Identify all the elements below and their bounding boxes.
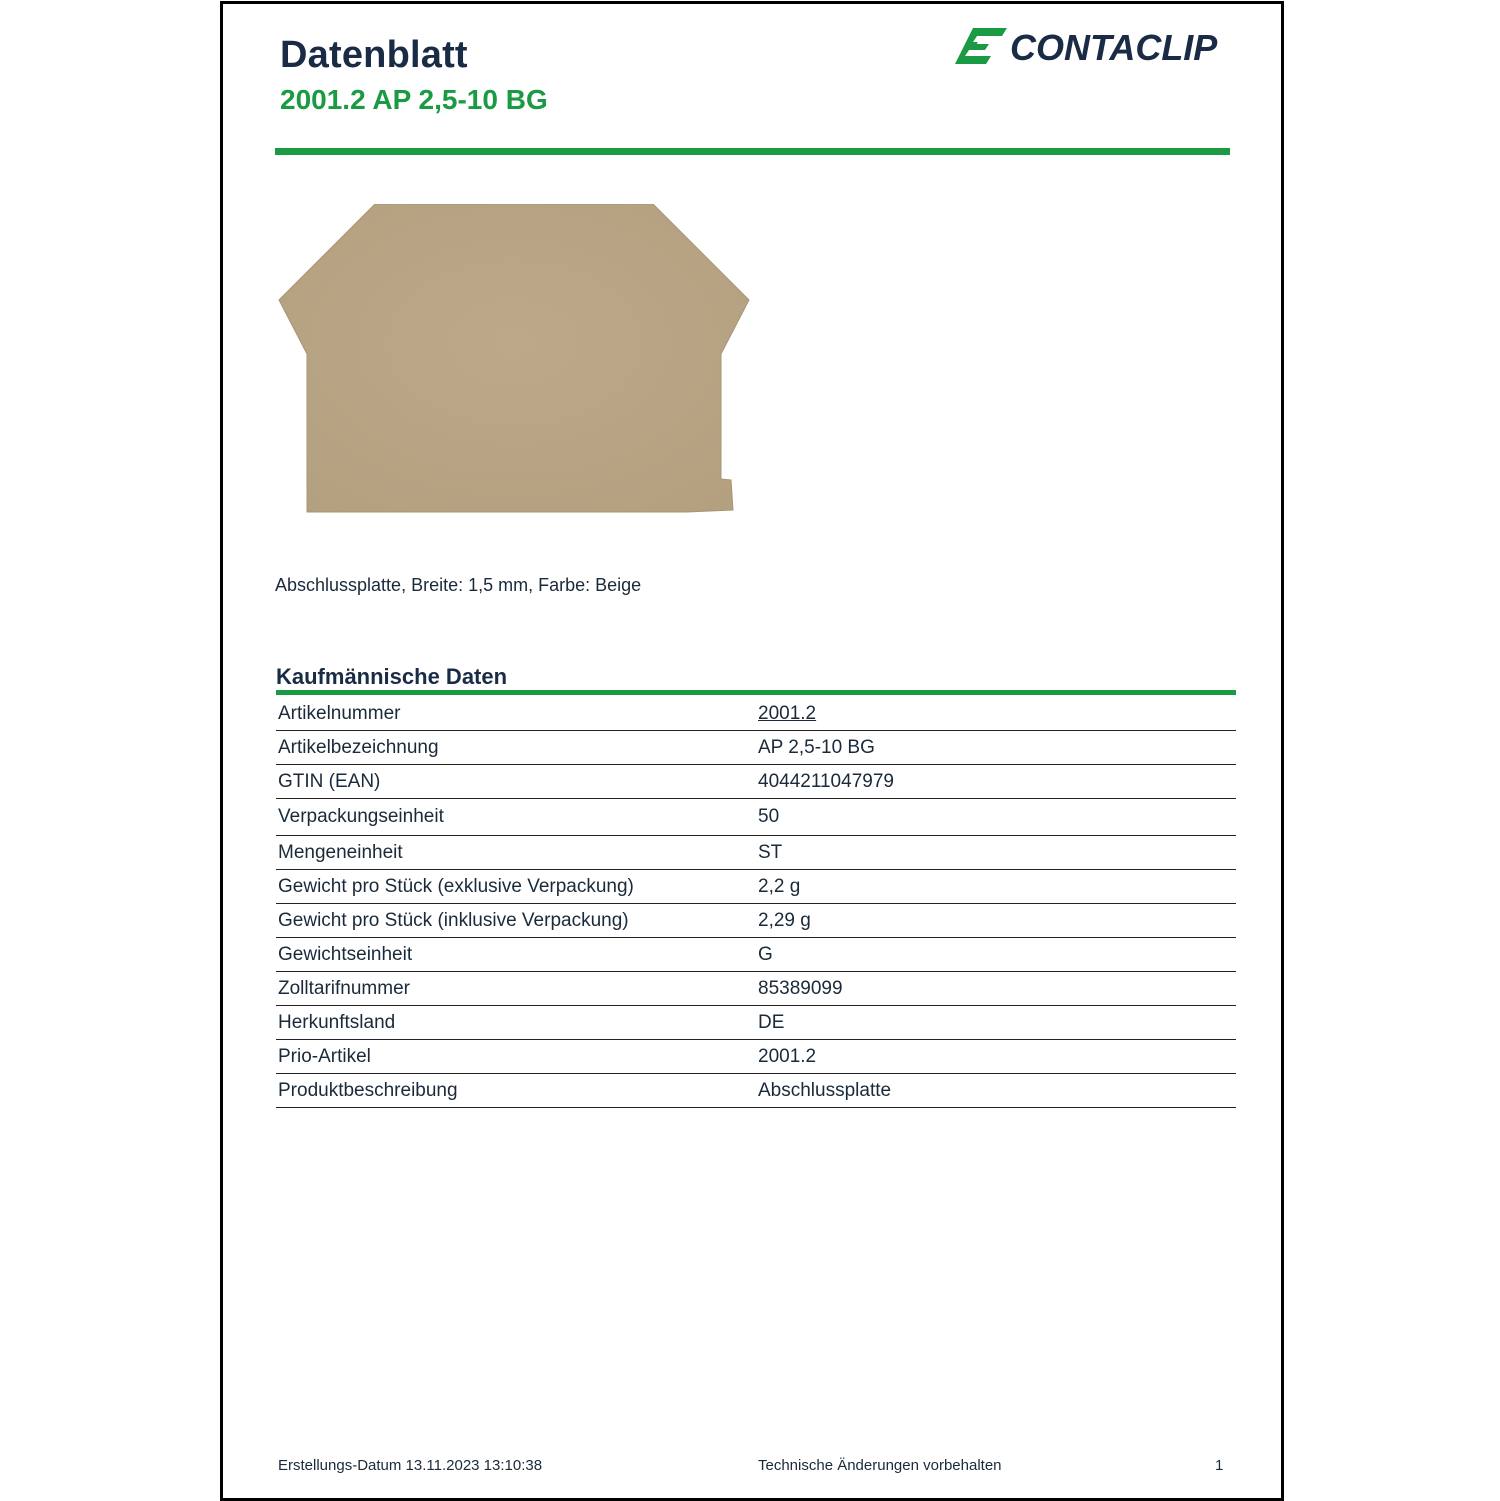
row-value: 2,2 g: [756, 870, 1236, 904]
row-label: Produktbeschreibung: [276, 1074, 756, 1108]
row-value: Abschlussplatte: [756, 1074, 1236, 1108]
row-label: Prio-Artikel: [276, 1040, 756, 1074]
row-value: 85389099: [756, 972, 1236, 1006]
datasheet-page: [220, 1, 1284, 1501]
header-divider: [275, 148, 1230, 155]
section-divider: [276, 690, 1236, 695]
row-value: 4044211047979: [756, 765, 1236, 799]
table-row: [276, 1074, 1236, 1108]
footer-notice: Technische Änderungen vorbehalten: [758, 1457, 1002, 1474]
row-value: ST: [756, 836, 1236, 870]
table-row: [276, 1006, 1236, 1040]
table-row: [276, 938, 1236, 972]
article-number-link[interactable]: 2001.2: [758, 702, 817, 724]
row-label: Gewicht pro Stück (inklusive Verpackung): [276, 904, 756, 938]
table-row: [276, 904, 1236, 938]
table-row: [276, 972, 1236, 1006]
row-value: 2001.2: [756, 1040, 1236, 1074]
end-plate-image: [277, 204, 752, 516]
row-label: Herkunftsland: [276, 1006, 756, 1040]
table-row: [276, 836, 1236, 870]
page-title: Datenblatt: [280, 34, 468, 76]
row-label: Artikelbezeichnung: [276, 731, 756, 765]
contaclip-logo-text: CONTACLIP: [1010, 27, 1218, 68]
product-subtitle: 2001.2 AP 2,5-10 BG: [280, 84, 548, 115]
table-row: [276, 1040, 1236, 1074]
table-row: [276, 765, 1236, 799]
section-title: Kaufmännische Daten: [276, 664, 508, 689]
row-label: Zolltarifnummer: [276, 972, 756, 1006]
contaclip-logo: [955, 22, 1235, 70]
commercial-data-table: [276, 697, 1236, 1108]
row-value: G: [756, 938, 1236, 972]
row-value: AP 2,5-10 BG: [756, 731, 1236, 765]
row-label: Verpackungseinheit: [276, 799, 756, 836]
contaclip-logo-icon: [955, 28, 1007, 64]
row-label: Gewicht pro Stück (exklusive Verpackung): [276, 870, 756, 904]
row-label: Mengeneinheit: [276, 836, 756, 870]
product-description: Abschlussplatte, Breite: 1,5 mm, Farbe: Beige: [275, 575, 642, 595]
row-value: 2,29 g: [756, 904, 1236, 938]
table-row: [276, 731, 1236, 765]
table-row: [276, 697, 1236, 731]
row-label: Artikelnummer: [276, 697, 756, 731]
footer-created-date: Erstellungs-Datum 13.11.2023 13:10:38: [278, 1457, 543, 1474]
row-label: GTIN (EAN): [276, 765, 756, 799]
row-value: 50: [756, 799, 1236, 836]
page-number: 1: [1215, 1457, 1224, 1474]
table-row: [276, 870, 1236, 904]
table-row: [276, 799, 1236, 836]
row-value: DE: [756, 1006, 1236, 1040]
row-label: Gewichtseinheit: [276, 938, 756, 972]
